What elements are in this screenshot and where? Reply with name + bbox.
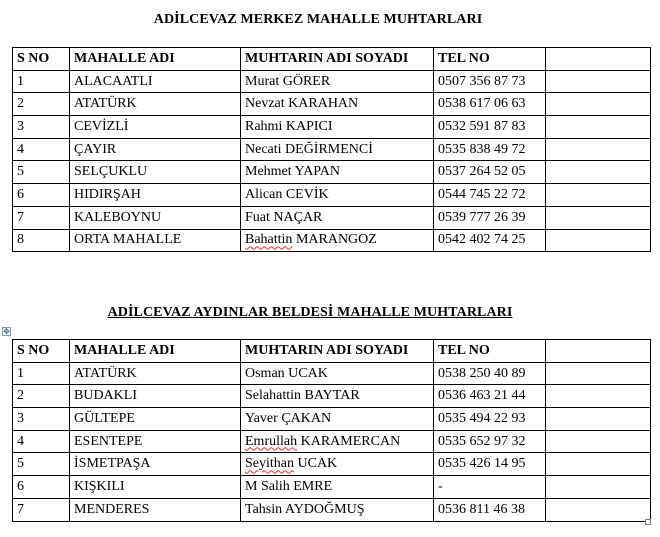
header-muhtar: MUHTARIN ADI SOYADI <box>241 48 434 71</box>
merkez-muhtar-table <box>12 47 651 252</box>
muhtar-first-name: Fuat <box>245 209 270 225</box>
cell-mahalle: MENDERES <box>70 498 241 521</box>
cell-sno: 7 <box>13 206 70 229</box>
cell-muhtar <box>241 453 434 476</box>
muhtar-first-name: M Salih <box>245 478 290 494</box>
muhtar-last-name: KARAMERCAN <box>300 433 401 449</box>
cell-tel: 0544 745 22 72 <box>434 184 546 207</box>
cell-muhtar <box>241 498 434 521</box>
move-cross-icon[interactable]: ✥ <box>3 327 10 336</box>
cell-empty <box>546 498 651 521</box>
muhtar-first-name: Murat <box>245 73 280 89</box>
muhtar-last-name: KAPICI <box>285 118 333 134</box>
cell-empty <box>546 430 651 453</box>
table-row <box>13 116 651 139</box>
cell-sno: 5 <box>13 453 70 476</box>
table-row <box>13 138 651 161</box>
table-row <box>13 184 651 207</box>
cell-tel: 0537 264 52 05 <box>434 161 546 184</box>
table-header-row <box>13 48 651 71</box>
muhtar-last-name: YAPAN <box>294 164 341 180</box>
muhtar-first-name: Emrullah <box>245 433 298 449</box>
muhtar-first-name: Selahattin <box>245 388 301 404</box>
cell-empty <box>546 138 651 161</box>
muhtar-last-name: CEVİK <box>285 186 329 202</box>
muhtar-first-name: Nevzat <box>245 96 285 112</box>
cell-empty <box>546 116 651 139</box>
cell-empty <box>546 161 651 184</box>
muhtar-last-name: ÇAKAN <box>281 410 332 426</box>
header-muhtar: MUHTARIN ADI SOYADI <box>241 340 434 363</box>
cell-sno: 6 <box>13 184 70 207</box>
muhtar-first-name: Rahmi <box>245 118 283 134</box>
cell-mahalle: CEVİZLİ <box>70 116 241 139</box>
cell-muhtar <box>241 161 434 184</box>
cell-mahalle: KIŞKILI <box>70 476 241 499</box>
cell-mahalle: GÜLTEPE <box>70 408 241 431</box>
cell-muhtar <box>241 385 434 408</box>
muhtar-last-name: BAYTAR <box>304 388 360 404</box>
cell-empty <box>546 408 651 431</box>
cell-mahalle: ESENTEPE <box>70 430 241 453</box>
table-row <box>13 476 651 499</box>
cell-empty <box>546 93 651 116</box>
cell-tel: 0535 838 49 72 <box>434 138 546 161</box>
muhtar-last-name: MARANGOZ <box>295 232 377 248</box>
cell-empty <box>546 362 651 385</box>
header-sno: S NO <box>13 48 70 71</box>
cell-muhtar <box>241 430 434 453</box>
header-mahalle: MAHALLE ADI <box>70 48 241 71</box>
cell-empty <box>546 184 651 207</box>
header-empty <box>546 340 651 363</box>
cell-sno: 6 <box>13 476 70 499</box>
table-row <box>13 70 651 93</box>
header-tel: TEL NO <box>434 48 546 71</box>
muhtar-last-name: GÖRER <box>282 73 331 89</box>
cell-sno: 1 <box>13 362 70 385</box>
table-row <box>13 408 651 431</box>
muhtar-last-name: NAÇAR <box>273 209 323 225</box>
muhtar-first-name: Mehmet <box>245 164 292 180</box>
cell-muhtar <box>241 408 434 431</box>
cell-tel: 0535 652 97 32 <box>434 430 546 453</box>
cell-mahalle: SELÇUKLU <box>70 161 241 184</box>
cell-muhtar <box>241 184 434 207</box>
cell-empty <box>546 206 651 229</box>
section1-title: ADİLCEVAZ MERKEZ MAHALLE MUHTARLARI <box>153 12 483 27</box>
header-tel: TEL NO <box>434 340 546 363</box>
cell-tel: 0535 426 14 95 <box>434 453 546 476</box>
muhtar-last-name: DEĞİRMENCİ <box>285 141 373 157</box>
cell-sno: 7 <box>13 498 70 521</box>
resize-square-icon[interactable] <box>645 519 651 525</box>
table-header-row <box>13 340 651 363</box>
table-row <box>13 229 651 252</box>
muhtar-first-name: Yaver <box>245 410 278 426</box>
cell-muhtar <box>241 229 434 252</box>
cell-mahalle: ALACAATLI <box>70 70 241 93</box>
cell-sno: 1 <box>13 70 70 93</box>
cell-mahalle: ÇAYIR <box>70 138 241 161</box>
cell-mahalle: ATATÜRK <box>70 93 241 116</box>
cell-sno: 2 <box>13 93 70 116</box>
cell-mahalle: KALEBOYNU <box>70 206 241 229</box>
cell-sno: 5 <box>13 161 70 184</box>
cell-tel: 0536 463 21 44 <box>434 385 546 408</box>
muhtar-first-name: Osman <box>245 365 285 381</box>
cell-mahalle: BUDAKLI <box>70 385 241 408</box>
muhtar-last-name: KARAHAN <box>288 96 359 112</box>
cell-tel: 0542 402 74 25 <box>434 229 546 252</box>
cell-muhtar <box>241 476 434 499</box>
cell-empty <box>546 453 651 476</box>
table-row <box>13 498 651 521</box>
cell-tel: 0536 811 46 38 <box>434 498 546 521</box>
cell-tel: 0538 617 06 63 <box>434 93 546 116</box>
cell-mahalle: ORTA MAHALLE <box>70 229 241 252</box>
cell-tel: 0538 250 40 89 <box>434 362 546 385</box>
table-row <box>13 430 651 453</box>
cell-sno: 2 <box>13 385 70 408</box>
muhtar-first-name: Necati <box>245 141 282 157</box>
cell-empty <box>546 476 651 499</box>
muhtar-last-name: EMRE <box>293 478 333 494</box>
header-mahalle: MAHALLE ADI <box>70 340 241 363</box>
cell-mahalle: HIDIRŞAH <box>70 184 241 207</box>
cell-tel: - <box>434 476 546 499</box>
cell-empty <box>546 229 651 252</box>
cell-sno: 3 <box>13 116 70 139</box>
table-row <box>13 362 651 385</box>
cell-sno: 8 <box>13 229 70 252</box>
muhtar-last-name: UCAK <box>288 365 328 381</box>
section2-title: ADİLCEVAZ AYDINLAR BELDESİ MAHALLE MUHTARLARI <box>107 305 513 320</box>
cell-sno: 4 <box>13 430 70 453</box>
muhtar-first-name: Bahattin <box>245 232 293 248</box>
cell-tel: 0535 494 22 93 <box>434 408 546 431</box>
table-row <box>13 206 651 229</box>
table-row <box>13 385 651 408</box>
cell-mahalle: ATATÜRK <box>70 362 241 385</box>
cell-muhtar <box>241 70 434 93</box>
cell-sno: 3 <box>13 408 70 431</box>
table-row <box>13 93 651 116</box>
cell-empty <box>546 385 651 408</box>
table-row <box>13 161 651 184</box>
muhtar-first-name: Alican <box>245 186 283 202</box>
muhtar-last-name: UCAK <box>297 456 338 472</box>
cell-muhtar <box>241 93 434 116</box>
cell-sno: 4 <box>13 138 70 161</box>
cell-muhtar <box>241 362 434 385</box>
muhtar-last-name: AYDOĞMUŞ <box>284 501 365 517</box>
cell-tel: 0539 777 26 39 <box>434 206 546 229</box>
cell-mahalle: İSMETPAŞA <box>70 453 241 476</box>
muhtar-first-name: Tahsin <box>245 501 283 517</box>
table-row <box>13 453 651 476</box>
header-empty <box>546 48 651 71</box>
muhtar-first-name: Seyithan <box>245 456 294 472</box>
cell-empty <box>546 70 651 93</box>
cell-muhtar <box>241 116 434 139</box>
cell-tel: 0532 591 87 83 <box>434 116 546 139</box>
cell-muhtar <box>241 138 434 161</box>
aydinlar-muhtar-table <box>12 339 651 522</box>
cell-muhtar <box>241 206 434 229</box>
header-sno: S NO <box>13 340 70 363</box>
cell-tel: 0507 356 87 73 <box>434 70 546 93</box>
